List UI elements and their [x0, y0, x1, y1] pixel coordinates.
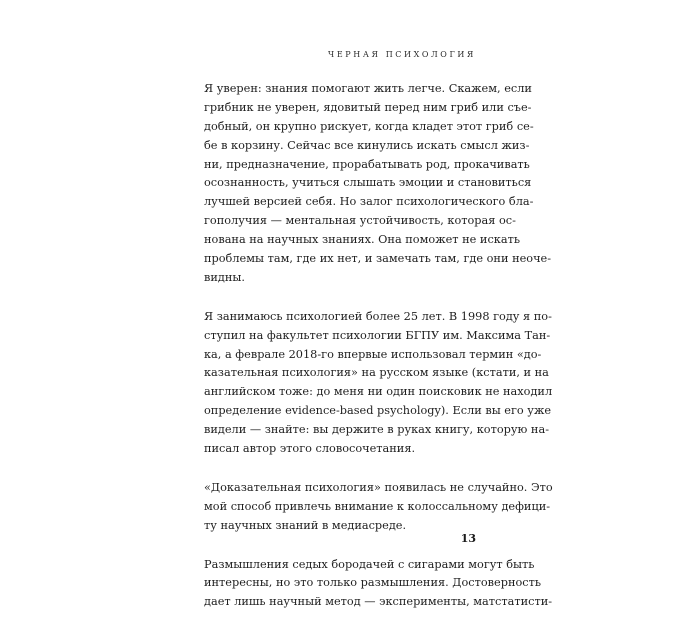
text-line: казательная психология» на русском языке (кстати, и на [204, 366, 549, 380]
text-line: бе в корзину. Сейчас все кинулись искать смысл жиз- [204, 138, 530, 152]
text-line: проблемы там, где их нет, и замечать там, где они неоче- [204, 252, 552, 266]
page-number: 13 [460, 532, 476, 545]
text-line: грибник не уверен, ядовитый перед ним гриб или съе- [204, 100, 532, 114]
text-line: ка, а феврале 2018-го впервые использовал термин «до- [204, 347, 542, 361]
paragraph [204, 308, 553, 459]
text-line: добный, он крупно рискует, когда кладет этот гриб се- [204, 119, 534, 133]
text-line: дает лишь научный метод — эксперименты, матстатисти- [204, 595, 553, 609]
text-line: ни, предназначение, прорабатывать род, прокачивать [204, 157, 530, 171]
text-line: английском тоже: до меня ни один поисковик не находил [204, 385, 553, 399]
text-line: определение evidence-based psychology). Если вы его уже [204, 404, 552, 418]
text-line: интересны, но это только размышления. Достоверность [204, 576, 541, 590]
text-line: осознанность, учиться слышать эмоции и становиться [204, 176, 532, 190]
running-header: ЧЕРНАЯ ПСИХОЛОГИЯ [328, 50, 476, 59]
page-body [204, 80, 553, 632]
text-line: писал автор этого словосочетания. [204, 442, 416, 456]
text-line: «Доказательная психология» появилась не случайно. Это [204, 480, 553, 494]
paragraph [204, 80, 552, 288]
text-line: ту научных знаний в медиасреде. [204, 518, 407, 532]
text-line: мой способ привлечь внимание к колоссальному дефици- [204, 499, 551, 513]
text-line: гополучия — ментальная устойчивость, которая ос- [204, 214, 516, 228]
text-line: нована на научных знаниях. Она поможет не искать [204, 233, 520, 247]
text-line: видели — знайте: вы держите в руках книгу, которую на- [204, 423, 550, 437]
text-line: Размышления седых бородачей с сигарами могут быть [204, 557, 535, 571]
text-line: Я занимаюсь психологией более 25 лет. В 1998 году я по- [204, 309, 552, 323]
text-line: ступил на факультет психологии БГПУ им. Максима Тан- [204, 328, 551, 342]
text-line: видны. [204, 270, 245, 284]
paragraph [204, 556, 553, 613]
paragraph [204, 479, 553, 536]
text-line: лучшей версией себя. Но залог психологического бла- [204, 195, 534, 209]
text-line: Я уверен: знания помогают жить легче. Скажем, если [204, 82, 532, 95]
